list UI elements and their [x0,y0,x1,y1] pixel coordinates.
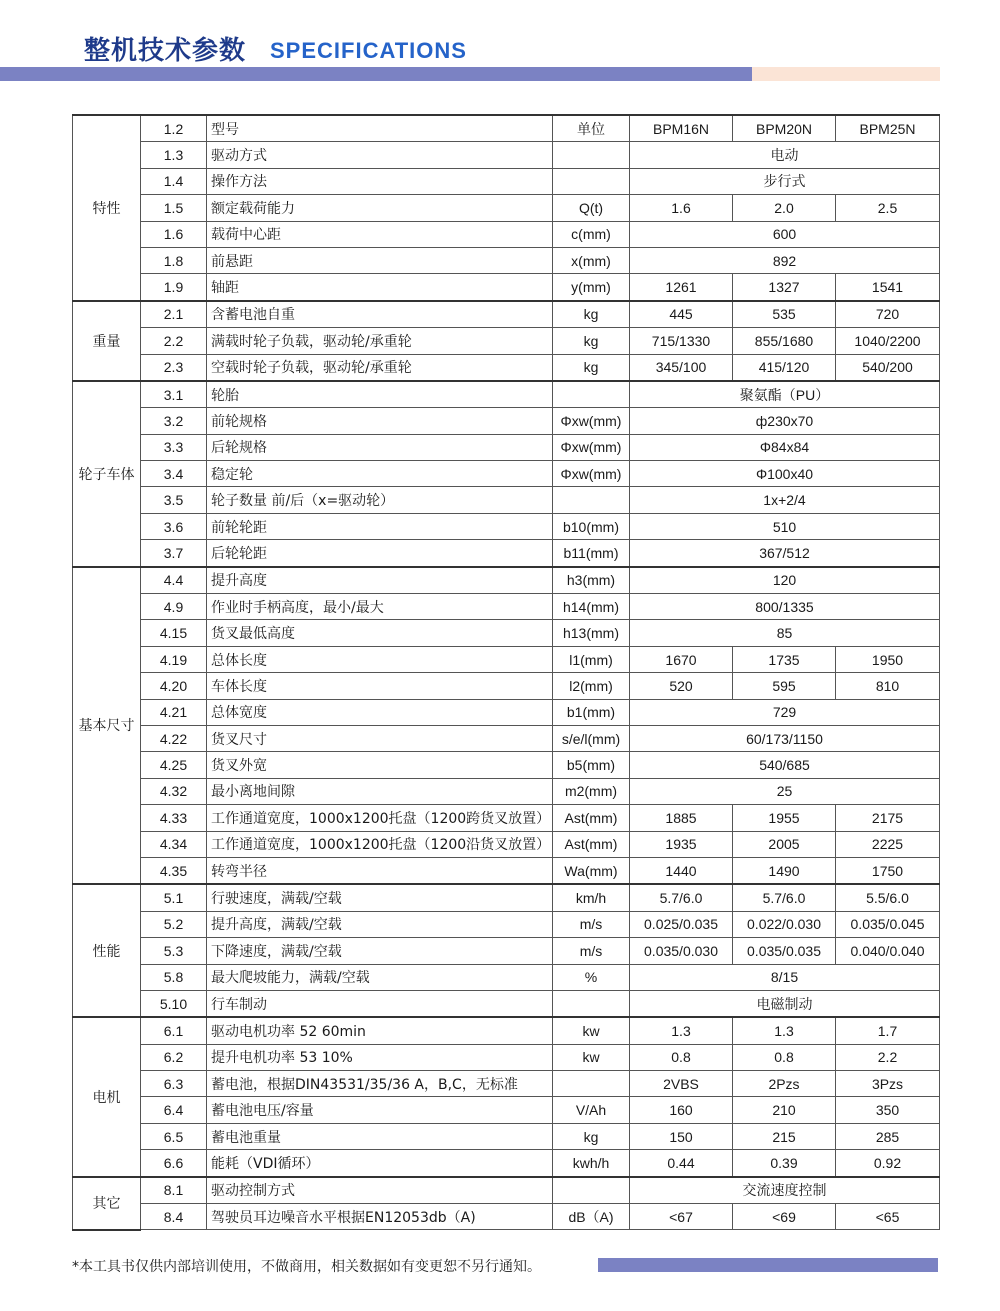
item-number-cell: 3.1 [141,381,207,408]
value-cell: 0.022/0.030 [733,911,836,937]
item-number-cell: 1.3 [141,142,207,168]
value-cell: 1261 [630,274,733,301]
item-description-cell: 蓄电池，根据DIN43531/35/36 A，B,C，无标准 [207,1071,553,1097]
item-number-cell: 4.4 [141,567,207,594]
value-cell-merged: 600 [630,221,940,247]
item-description-cell: 提升高度 [207,567,553,594]
value-cell: 1.3 [733,1017,836,1044]
item-description-cell: 驱动方式 [207,142,553,168]
value-cell: 1.7 [836,1017,940,1044]
table-row [73,620,940,646]
unit-cell [553,487,630,513]
unit-cell: % [553,964,630,990]
value-cell: 285 [836,1123,940,1149]
value-cell: 0.035/0.030 [630,938,733,964]
item-number-cell: 5.1 [141,884,207,911]
unit-cell: Q(t) [553,195,630,221]
value-cell: 2VBS [630,1071,733,1097]
unit-cell [553,168,630,194]
unit-cell [553,381,630,408]
unit-cell: V/Ah [553,1097,630,1123]
item-number-cell: 1.9 [141,274,207,301]
value-cell: 215 [733,1123,836,1149]
item-description-cell: 轴距 [207,274,553,301]
item-description-cell: 货叉最低高度 [207,620,553,646]
value-cell-merged: Φ100x40 [630,461,940,487]
unit-cell: Ast(mm) [553,831,630,857]
value-cell: 0.39 [733,1150,836,1177]
item-description-cell: 工作通道宽度，1000x1200托盘（1200跨货叉放置） [207,805,553,831]
value-cell: 3Pzs [836,1071,940,1097]
value-cell: 2225 [836,831,940,857]
unit-cell: Φxw(mm) [553,408,630,434]
value-cell: 0.040/0.040 [836,938,940,964]
table-row [73,990,940,1017]
value-cell: 1735 [733,646,836,672]
item-description-cell: 总体长度 [207,646,553,672]
item-number-cell: 1.6 [141,221,207,247]
footer-note: *本工具书仅供内部培训使用，不做商用，相关数据如有变更恕不另行通知。 [72,1259,541,1275]
table-row [73,857,940,884]
table-row [73,594,940,620]
value-cell: 1440 [630,857,733,884]
value-cell: 1490 [733,857,836,884]
item-number-cell: 3.4 [141,461,207,487]
item-number-cell: 6.2 [141,1044,207,1070]
table-row [73,1123,940,1149]
category-cell: 特性 [73,115,141,301]
unit-cell: m/s [553,911,630,937]
value-cell-merged: 60/173/1150 [630,725,940,751]
value-cell: 595 [733,673,836,699]
unit-cell: kwh/h [553,1150,630,1177]
specifications-table [72,114,940,1231]
footer-bar [598,1258,938,1272]
value-cell-merged: 电磁制动 [630,990,940,1017]
item-description-cell: 货叉外宽 [207,752,553,778]
unit-cell: h13(mm) [553,620,630,646]
value-cell-merged: 85 [630,620,940,646]
category-cell: 性能 [73,884,141,1017]
value-cell-merged: 电动 [630,142,940,168]
item-description-cell: 前轮轮距 [207,513,553,539]
item-number-cell: 6.3 [141,1071,207,1097]
unit-cell [553,990,630,1017]
category-cell: 其它 [73,1177,141,1230]
table-row [73,725,940,751]
unit-cell: l1(mm) [553,646,630,672]
item-description-cell: 车体长度 [207,673,553,699]
item-description-cell: 稳定轮 [207,461,553,487]
table-row [73,274,940,301]
table-row [73,752,940,778]
value-cell: 345/100 [630,354,733,381]
item-number-cell: 3.2 [141,408,207,434]
value-cell: 5.5/6.0 [836,884,940,911]
item-number-cell: 1.5 [141,195,207,221]
header-bar-accent [752,67,940,81]
value-cell: 1955 [733,805,836,831]
category-cell: 基本尺寸 [73,567,141,885]
table-row [73,142,940,168]
unit-cell: Ast(mm) [553,805,630,831]
item-number-cell: 4.25 [141,752,207,778]
unit-cell: Φxw(mm) [553,461,630,487]
value-cell: 540/200 [836,354,940,381]
table-row [73,964,940,990]
unit-cell: kw [553,1017,630,1044]
item-description-cell: 含蓄电池自重 [207,301,553,328]
item-number-cell: 6.4 [141,1097,207,1123]
value-cell-merged: ф230x70 [630,408,940,434]
value-cell: 1950 [836,646,940,672]
item-number-cell: 4.34 [141,831,207,857]
value-cell: 2.0 [733,195,836,221]
value-cell: 1.6 [630,195,733,221]
item-description-cell: 空载时轮子负载，驱动轮/承重轮 [207,354,553,381]
item-number-cell: 4.15 [141,620,207,646]
item-description-cell: 前悬距 [207,247,553,273]
item-number-cell: 5.3 [141,938,207,964]
value-cell-merged: 8/15 [630,964,940,990]
unit-cell: x(mm) [553,247,630,273]
item-number-cell: 4.35 [141,857,207,884]
table-row [73,540,940,567]
value-cell: 855/1680 [733,328,836,354]
value-cell: 520 [630,673,733,699]
table-row [73,328,940,354]
value-cell: 0.8 [630,1044,733,1070]
value-cell-merged: 729 [630,699,940,725]
value-cell: 1541 [836,274,940,301]
table-row [73,381,940,408]
item-number-cell: 4.20 [141,673,207,699]
value-cell: 2.2 [836,1044,940,1070]
table-row [73,567,940,594]
item-description-cell: 操作方法 [207,168,553,194]
item-number-cell: 4.9 [141,594,207,620]
unit-cell: y(mm) [553,274,630,301]
unit-cell: kw [553,1044,630,1070]
category-cell: 轮子车体 [73,381,141,567]
unit-cell: m2(mm) [553,778,630,804]
table-row [73,1150,940,1177]
table-row [73,1204,940,1230]
table-row [73,461,940,487]
table-row [73,434,940,460]
table-row [73,247,940,273]
unit-cell: Wa(mm) [553,857,630,884]
value-cell-merged: 892 [630,247,940,273]
table-row [73,699,940,725]
table-row [73,911,940,937]
value-cell: 160 [630,1097,733,1123]
item-number-cell: 6.1 [141,1017,207,1044]
item-description-cell: 总体宽度 [207,699,553,725]
item-number-cell: 4.22 [141,725,207,751]
value-cell: 415/120 [733,354,836,381]
category-cell: 重量 [73,301,141,381]
value-cell: 1.3 [630,1017,733,1044]
value-cell: 1885 [630,805,733,831]
table-row [73,195,940,221]
item-description-cell: 蓄电池电压/容量 [207,1097,553,1123]
unit-cell: kg [553,301,630,328]
value-cell-merged: 25 [630,778,940,804]
item-description-cell: 蓄电池重量 [207,1123,553,1149]
value-cell: 2005 [733,831,836,857]
value-cell: BPM20N [733,115,836,142]
table-row [73,1044,940,1070]
table-row [73,831,940,857]
value-cell: 720 [836,301,940,328]
item-number-cell: 1.8 [141,247,207,273]
item-description-cell: 转弯半径 [207,857,553,884]
unit-cell: m/s [553,938,630,964]
unit-cell: Φxw(mm) [553,434,630,460]
item-description-cell: 最小离地间隙 [207,778,553,804]
item-number-cell: 5.8 [141,964,207,990]
table-row [73,1097,940,1123]
value-cell: <65 [836,1204,940,1230]
unit-cell: b5(mm) [553,752,630,778]
value-cell: 150 [630,1123,733,1149]
value-cell-merged: 步行式 [630,168,940,194]
value-cell: 0.92 [836,1150,940,1177]
item-number-cell: 2.3 [141,354,207,381]
value-cell: 0.8 [733,1044,836,1070]
item-number-cell: 5.2 [141,911,207,937]
unit-cell: h14(mm) [553,594,630,620]
item-description-cell: 提升电机功率 53 10% [207,1044,553,1070]
item-number-cell: 3.5 [141,487,207,513]
item-number-cell: 5.10 [141,990,207,1017]
category-cell: 电机 [73,1017,141,1176]
value-cell: 1040/2200 [836,328,940,354]
item-description-cell: 驱动控制方式 [207,1177,553,1204]
value-cell: 350 [836,1097,940,1123]
item-description-cell: 提升高度，满载/空载 [207,911,553,937]
item-number-cell: 3.3 [141,434,207,460]
unit-cell: kg [553,328,630,354]
value-cell: 210 [733,1097,836,1123]
unit-cell: l2(mm) [553,673,630,699]
page-title-cn: 整机技术参数 [84,36,247,66]
value-cell: 5.7/6.0 [733,884,836,911]
unit-cell: kg [553,1123,630,1149]
unit-cell: s/e/l(mm) [553,725,630,751]
item-description-cell: 轮胎 [207,381,553,408]
item-description-cell: 型号 [207,115,553,142]
item-description-cell: 额定载荷能力 [207,195,553,221]
item-description-cell: 驱动电机功率 52 60min [207,1017,553,1044]
item-number-cell: 2.1 [141,301,207,328]
value-cell: 1327 [733,274,836,301]
unit-cell: 单位 [553,115,630,142]
item-description-cell: 工作通道宽度，1000x1200托盘（1200沿货叉放置） [207,831,553,857]
value-cell: 2Pzs [733,1071,836,1097]
value-cell-merged: Φ84x84 [630,434,940,460]
item-number-cell: 6.5 [141,1123,207,1149]
unit-cell [553,142,630,168]
table-row [73,487,940,513]
page-header [0,0,1000,90]
item-description-cell: 能耗（VDI循环） [207,1150,553,1177]
item-description-cell: 后轮规格 [207,434,553,460]
value-cell-merged: 540/685 [630,752,940,778]
item-number-cell: 1.2 [141,115,207,142]
item-number-cell: 8.4 [141,1204,207,1230]
value-cell: 535 [733,301,836,328]
value-cell-merged: 聚氨酯（PU） [630,381,940,408]
value-cell: 0.035/0.035 [733,938,836,964]
table-row [73,805,940,831]
table-row [73,168,940,194]
value-cell: 1670 [630,646,733,672]
unit-cell: kg [553,354,630,381]
value-cell-merged: 367/512 [630,540,940,567]
value-cell: 0.44 [630,1150,733,1177]
value-cell: BPM16N [630,115,733,142]
item-number-cell: 1.4 [141,168,207,194]
value-cell: <69 [733,1204,836,1230]
item-number-cell: 2.2 [141,328,207,354]
value-cell-merged: 510 [630,513,940,539]
unit-cell: km/h [553,884,630,911]
item-description-cell: 轮子数量 前/后（x=驱动轮） [207,487,553,513]
unit-cell: b10(mm) [553,513,630,539]
table-row [73,1017,940,1044]
header-bar [0,67,752,81]
item-number-cell: 3.6 [141,513,207,539]
value-cell-merged: 1x+2/4 [630,487,940,513]
table-row [73,513,940,539]
value-cell-merged: 120 [630,567,940,594]
value-cell: 810 [836,673,940,699]
table-row [73,301,940,328]
table-row [73,1071,940,1097]
value-cell: <67 [630,1204,733,1230]
table-row [73,354,940,381]
table-row [73,408,940,434]
item-description-cell: 下降速度，满载/空载 [207,938,553,964]
item-description-cell: 载荷中心距 [207,221,553,247]
item-description-cell: 作业时手柄高度，最小/最大 [207,594,553,620]
item-description-cell: 最大爬坡能力，满载/空载 [207,964,553,990]
unit-cell: dB（A) [553,1204,630,1230]
table-row [73,1177,940,1204]
value-cell-merged: 800/1335 [630,594,940,620]
item-description-cell: 货叉尺寸 [207,725,553,751]
table-row [73,673,940,699]
table-row [73,646,940,672]
item-description-cell: 后轮轮距 [207,540,553,567]
table-row [73,884,940,911]
unit-cell [553,1071,630,1097]
value-cell: 0.035/0.045 [836,911,940,937]
value-cell: BPM25N [836,115,940,142]
item-number-cell: 6.6 [141,1150,207,1177]
item-number-cell: 4.33 [141,805,207,831]
item-number-cell: 4.32 [141,778,207,804]
item-number-cell: 4.21 [141,699,207,725]
item-number-cell: 8.1 [141,1177,207,1204]
value-cell: 1750 [836,857,940,884]
page-title-en: SPECIFICATIONS [270,38,467,63]
item-number-cell: 4.19 [141,646,207,672]
item-description-cell: 驾驶员耳边噪音水平根据EN12053db（A) [207,1204,553,1230]
item-number-cell: 3.7 [141,540,207,567]
value-cell-merged: 交流速度控制 [630,1177,940,1204]
value-cell: 5.7/6.0 [630,884,733,911]
table-row [73,778,940,804]
unit-cell [553,1177,630,1204]
value-cell: 715/1330 [630,328,733,354]
unit-cell: b11(mm) [553,540,630,567]
unit-cell: b1(mm) [553,699,630,725]
unit-cell: h3(mm) [553,567,630,594]
table-row [73,115,940,142]
value-cell: 445 [630,301,733,328]
value-cell: 2.5 [836,195,940,221]
item-description-cell: 满载时轮子负载，驱动轮/承重轮 [207,328,553,354]
table-row [73,938,940,964]
value-cell: 2175 [836,805,940,831]
unit-cell: c(mm) [553,221,630,247]
table-row [73,221,940,247]
item-description-cell: 行驶速度，满载/空载 [207,884,553,911]
value-cell: 1935 [630,831,733,857]
item-description-cell: 行车制动 [207,990,553,1017]
value-cell: 0.025/0.035 [630,911,733,937]
item-description-cell: 前轮规格 [207,408,553,434]
